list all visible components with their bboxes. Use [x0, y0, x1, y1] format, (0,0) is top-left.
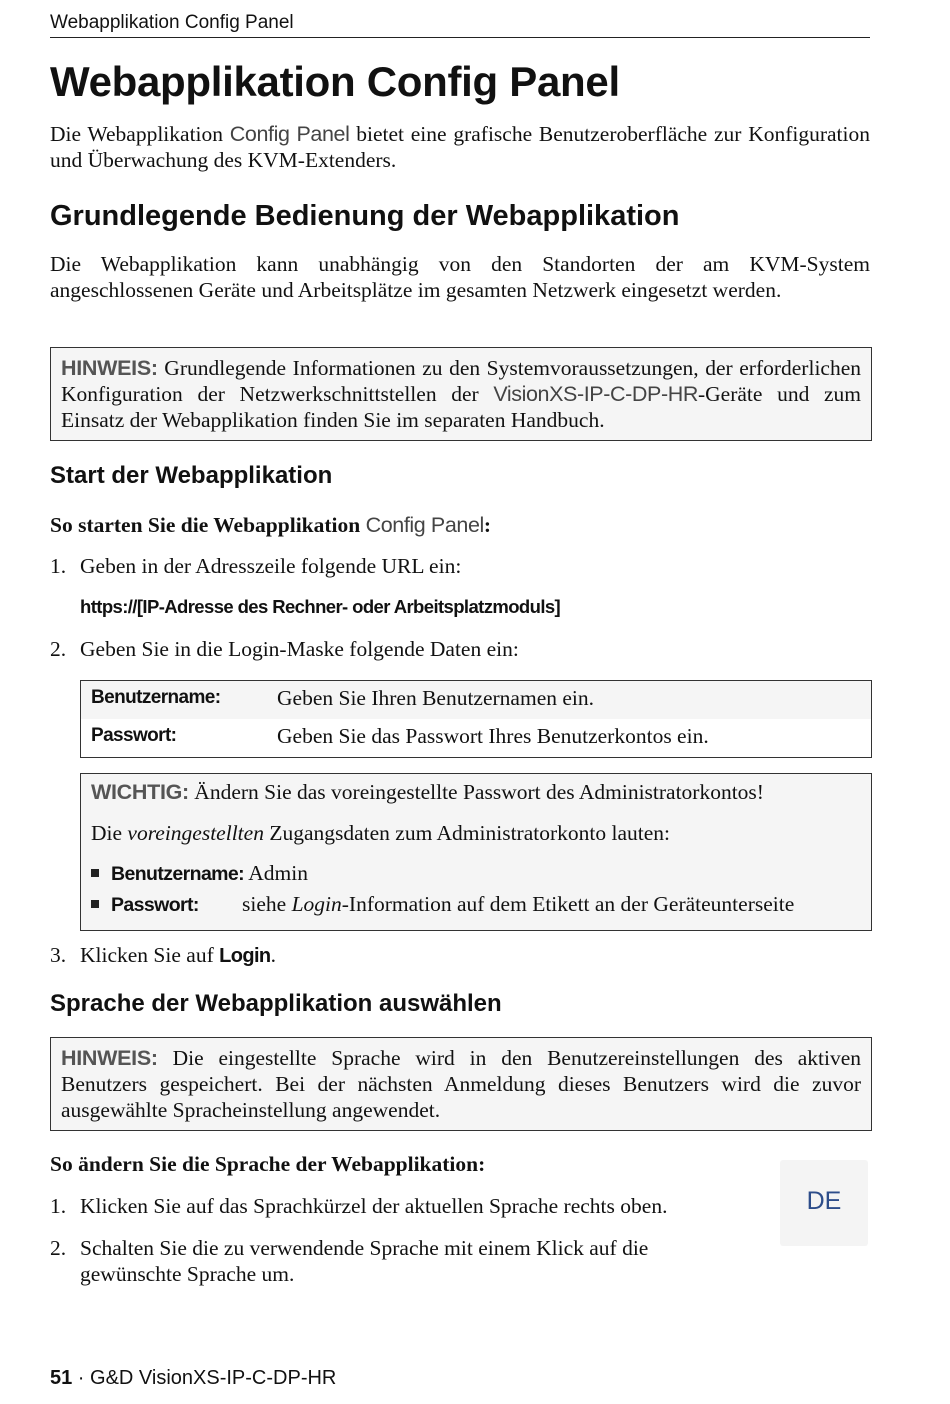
- running-header: Webapplikation Config Panel: [50, 12, 870, 38]
- section-heading-language: Sprache der Webapplikation auswählen: [50, 990, 502, 1017]
- start-instructions-lead: So starten Sie die Webapplikation Config Panel:: [50, 513, 492, 537]
- language-instructions-lead: So ändern Sie die Sprache der Webapplikation:: [50, 1152, 486, 1176]
- basics-paragraph: Die Webapplikation kann unabhängig von den Standorten der am KVM-System angeschlossenen Geräte und Arbeitsplätze im gesamten Netzwerk eingesetzt werden.: [50, 252, 870, 302]
- page-title: Webapplikation Config Panel: [50, 58, 620, 105]
- start-step-3: 3. Klicken Sie auf Login.: [50, 943, 276, 967]
- footer-product: G&D VisionXS-IP-C-DP-HR: [90, 1367, 337, 1389]
- page-footer: 51 · G&D VisionXS-IP-C-DP-HR: [50, 1367, 337, 1389]
- important-warning: WICHTIG: Ändern Sie das voreingestellte Passwort des Administratorkontos!: [91, 780, 764, 804]
- note-label: HINWEIS:: [61, 1046, 158, 1070]
- credential-value: Geben Sie das Passwort Ihres Benutzerkontos ein.: [277, 724, 709, 748]
- note-box-requirements: HINWEIS: Grundlegende Informationen zu den Systemvoraussetzungen, der erforderlichen Konfiguration der Netzwerkschnittstellen der VisionXS-IP-C-DP-HR-Geräte und zum Einsatz der Webapplikation finden Sie im separaten Handbuch.: [50, 347, 872, 441]
- section-heading-start: Start der Webapplikation: [50, 462, 333, 489]
- important-box: [80, 773, 872, 931]
- list-item: Benutzername: Admin: [91, 861, 308, 886]
- credential-value: Geben Sie Ihren Benutzernamen ein.: [277, 686, 594, 710]
- language-step-2: 2. Schalten Sie die zu verwendende Sprache mit einem Klick auf die gewünschte Sprache um.: [50, 1236, 649, 1286]
- language-switch-button[interactable]: [780, 1160, 868, 1246]
- start-step-1: 1. Geben in der Adresszeile folgende URL ein:: [50, 554, 462, 578]
- section-heading-basics: Grundlegende Bedienung der Webapplikation: [50, 200, 680, 232]
- device-name: VisionXS-IP-C-DP-HR: [493, 382, 698, 406]
- login-button-reference: Login: [219, 945, 271, 967]
- bullet-icon: [91, 869, 99, 877]
- intro-paragraph: Die Webapplikation Config Panel bietet eine grafische Benutzeroberfläche zur Konfiguration und Überwachung des KVM-Extenders.: [50, 122, 870, 172]
- product-name: Config Panel: [365, 513, 484, 537]
- bullet-icon: [91, 900, 99, 908]
- credential-key: Passwort:: [91, 725, 177, 746]
- language-step-1: 1. Klicken Sie auf das Sprachkürzel der aktuellen Sprache rechts oben.: [50, 1194, 668, 1218]
- language-code: DE: [806, 1187, 842, 1215]
- page-number: 51: [50, 1367, 73, 1389]
- important-label: WICHTIG:: [91, 780, 189, 804]
- credentials-table: [80, 680, 872, 758]
- product-name: Config Panel: [229, 122, 350, 146]
- important-default-credentials: Die voreingestellten Zugangsdaten zum Administratorkonto lauten:: [91, 821, 670, 845]
- note-box-language: HINWEIS: Die eingestellte Sprache wird in den Benutzereinstellungen des aktiven Benutzers gespeichert. Bei der nächsten Anmeldung dieses Benutzers wird die zuvor ausgewählte Spracheinstellung angewendet.: [50, 1037, 872, 1131]
- note-label: HINWEIS:: [61, 356, 158, 380]
- url-text: https://[IP-Adresse des Rechner- oder Arbeitsplatzmoduls]: [80, 596, 561, 617]
- start-step-2: 2. Geben Sie in die Login-Maske folgende Daten ein:: [50, 637, 519, 661]
- table-row: [81, 681, 871, 719]
- credential-key: Benutzername:: [91, 687, 221, 708]
- table-row: [81, 719, 871, 757]
- list-item: Passwort: siehe Login-Information auf dem Etikett an der Geräteunterseite: [91, 892, 794, 917]
